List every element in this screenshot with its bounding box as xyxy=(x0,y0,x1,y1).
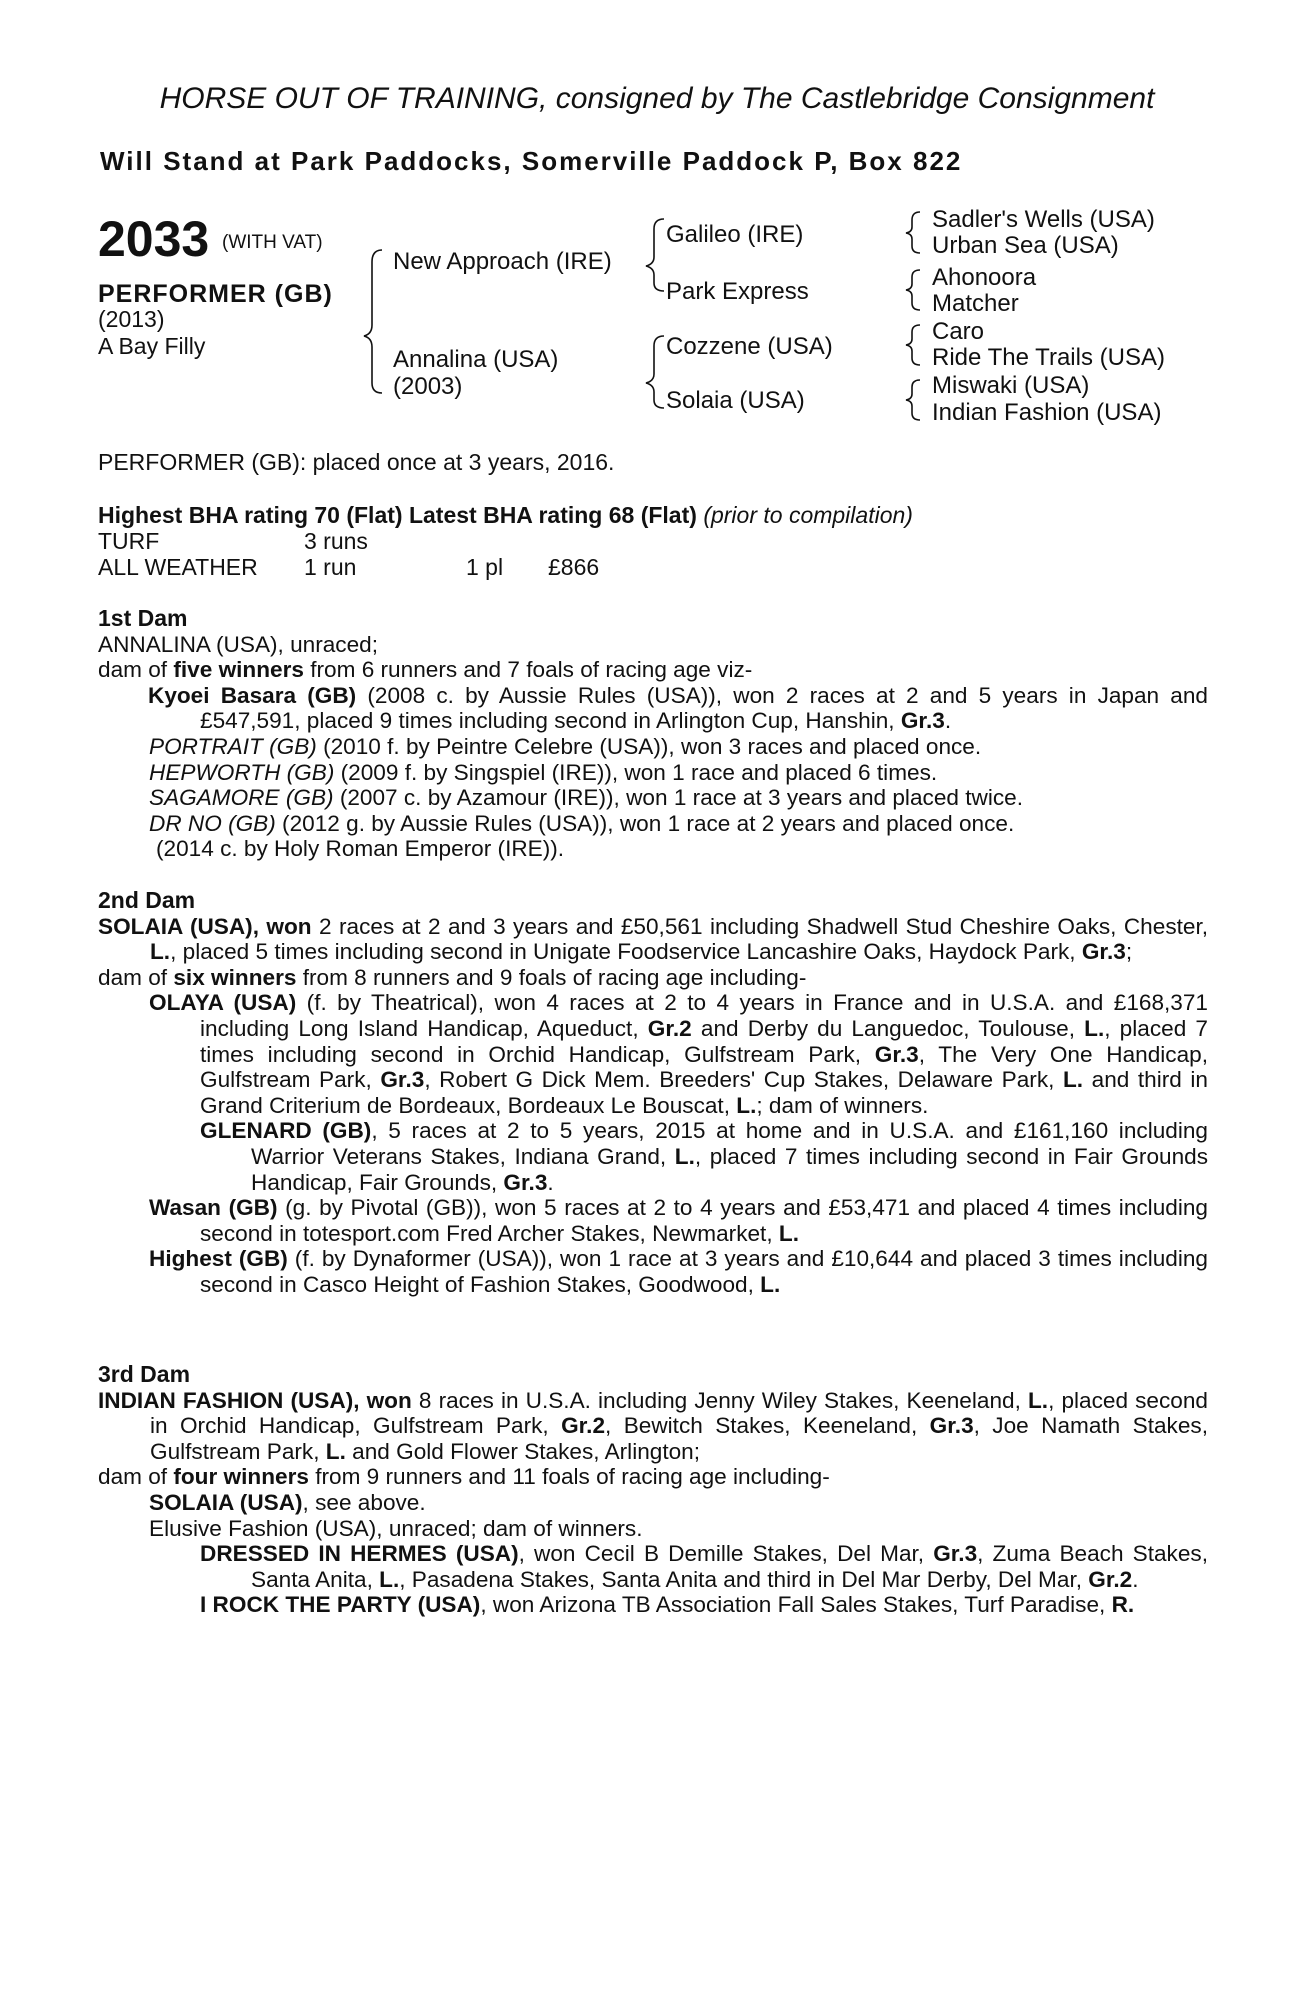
pedigree-g8: Indian Fashion (USA) xyxy=(932,399,1162,426)
pedigree-g1: Sadler's Wells (USA) xyxy=(932,206,1155,233)
turf-label: TURF xyxy=(98,528,160,554)
pedigree-g4: Matcher xyxy=(932,290,1019,317)
second-dam-record: SOLAIA (USA), won 2 races at 2 and 3 years and £50,561 including Shadwell Stud Cheshire Oaks, Chester, L., placed 5 times including second in Unigate Foodservice Lancashire Oaks, Haydock Park, Gr.3; xyxy=(98,913,1209,965)
produce-solaia: SOLAIA (USA), see above. xyxy=(149,1489,426,1515)
pedigree-sire-dam: Park Express xyxy=(666,278,809,305)
rating-line xyxy=(98,502,913,529)
first-dam-produce-list xyxy=(98,734,1208,862)
rating-note: (prior to compilation) xyxy=(703,502,913,528)
first-dam-name: ANNALINA (USA), unraced; xyxy=(98,631,379,657)
bracket-main xyxy=(364,250,382,393)
stand-location: Will Stand at Park Paddocks, Somerville Paddock P, Box 822 xyxy=(100,146,963,176)
bracket-sire xyxy=(646,219,664,291)
pedigree-g5: Caro xyxy=(932,318,985,345)
first-dam-heading: 1st Dam xyxy=(98,605,188,631)
aw-label: ALL WEATHER xyxy=(98,554,258,580)
produce-olaya: OLAYA (USA) (f. by Theatrical), won 4 races at 2 to 4 years in France and in U.S.A. and £168,371 including Long Island Handicap, Aqueduct, Gr.2 and Derby du Languedoc, Toulouse, L., placed 7 times including second in Orchid Handicap, Gulfstream Park, Gr.3, The Very One Handicap, Gulfstream Park, Gr.3, Robert G Dick Mem. Breeders' Cup Stakes, Delaware Park, L. and third in Grand Criterium de Bordeaux, Bordeaux Le Bouscat, L.; dam of winners. xyxy=(149,990,1208,1118)
produce-dr-no-line: DR NO (GB) (2012 g. by Aussie Rules (USA)), won 1 race at 2 years and placed once. xyxy=(149,810,1015,836)
produce-glenard: GLENARD (GB), 5 races at 2 to 5 years, 2015 at home and in U.S.A. and £161,160 including Warrior Veterans Stakes, Indiana Grand, L., placed 7 times including second in Fair Grounds Handicap, Fair Grounds, Gr.3. xyxy=(200,1118,1209,1195)
bracket-g4 xyxy=(906,380,920,420)
third-dam-produce: dam of four winners from 9 runners and 11 foals of racing age including- xyxy=(98,1464,830,1490)
produce-portrait-line: PORTRAIT (GB) (2010 f. by Peintre Celebre (USA)), won 3 races and placed once. xyxy=(149,734,982,759)
vat-note: (WITH VAT) xyxy=(222,232,323,253)
aw-placed: 1 pl xyxy=(466,554,504,580)
produce-highest: Highest (GB) (f. by Dynaformer (USA)), won 1 race at 3 years and £10,644 and placed 3 times including second in Casco Height of Fashion Stakes, Goodwood, L. xyxy=(149,1246,1208,1297)
catalogue-header: HORSE OUT OF TRAINING, consigned by The Castlebridge Consignment xyxy=(159,82,1155,115)
bracket-g1 xyxy=(906,212,920,253)
performance-summary: PERFORMER (GB): placed once at 3 years, 2016. xyxy=(98,449,615,475)
produce-elusive-fashion: Elusive Fashion (USA), unraced; dam of winners. xyxy=(149,1515,643,1541)
pedigree-dam-sire: Cozzene (USA) xyxy=(666,333,833,360)
bracket-dam xyxy=(646,336,664,408)
produce-i-rock-the-party: I ROCK THE PARTY (USA), won Arizona TB Association Fall Sales Stakes, Turf Paradise, R. xyxy=(200,1592,1135,1618)
pedigree-g6: Ride The Trails (USA) xyxy=(932,344,1165,371)
pedigree-g2: Urban Sea (USA) xyxy=(932,232,1119,259)
pedigree-g7: Miswaki (USA) xyxy=(932,372,1090,399)
rating-values: Highest BHA rating 70 (Flat) Latest BHA rating 68 (Flat) xyxy=(98,502,697,528)
aw-runs: 1 run xyxy=(304,554,357,580)
horse-description: A Bay Filly xyxy=(98,333,206,359)
pedigree-g3: Ahonoora xyxy=(932,264,1037,291)
second-dam-produce: dam of six winners from 8 runners and 9 foals of racing age including- xyxy=(98,964,807,990)
horse-name: PERFORMER (GB) xyxy=(98,280,333,308)
produce-hepworth-line: HEPWORTH (GB) (2009 f. by Singspiel (IRE)), won 1 race and placed 6 times. xyxy=(149,759,938,785)
pedigree-sire-sire: Galileo (IRE) xyxy=(666,221,804,248)
lot-number: 2033 xyxy=(98,211,210,267)
produce-wasan: Wasan (GB) (g. by Pivotal (GB)), won 5 races at 2 to 4 years and £53,471 and placed 4 times including second in totesport.com Fred Archer Stakes, Newmarket, L. xyxy=(149,1195,1208,1246)
pedigree-dam: Annalina (USA) xyxy=(393,346,559,373)
second-dam-heading: 2nd Dam xyxy=(98,887,196,913)
bracket-g2 xyxy=(906,270,920,310)
second-dam-section xyxy=(98,888,1208,1298)
aw-prize: £866 xyxy=(548,554,600,580)
pedigree-sire: New Approach (IRE) xyxy=(393,248,612,275)
produce-dressed-in-hermes: DRESSED IN HERMES (USA), won Cecil B Demille Stakes, Del Mar, Gr.3, Zuma Beach Stakes, Santa Anita, L., Pasadena Stakes, Santa Anita and third in Del Mar Derby, Del Mar, Gr.2. xyxy=(200,1541,1208,1592)
produce-sagamore-line: SAGAMORE (GB) (2007 c. by Azamour (IRE)), won 1 race at 3 years and placed twice. xyxy=(149,785,1023,811)
turf-runs: 3 runs xyxy=(304,528,368,554)
produce-2014-colt: (2014 c. by Holy Roman Emperor (IRE)). xyxy=(156,836,565,862)
first-dam-section xyxy=(98,606,1208,734)
third-dam-section xyxy=(98,1362,1208,1618)
pedigree-dam-year: (2003) xyxy=(393,373,463,400)
third-dam-record: INDIAN FASHION (USA), won 8 races in U.S.A. including Jenny Wiley Stakes, Keeneland, L., placed second in Orchid Handicap, Gulfstream Park, Gr.2, Bewitch Stakes, Keeneland, Gr.3, Joe Namath Stakes, Gulfstream Park, L. and Gold Flower Stakes, Arlington; xyxy=(98,1387,1208,1464)
first-dam-produce: dam of five winners from 6 runners and 7 foals of racing age viz- xyxy=(98,657,753,683)
produce-kyoei-basara: Kyoei Basara (GB) (2008 c. by Aussie Rules (USA)), won 2 races at 2 and 5 years in Japan and £547,591, placed 9 times including second in Arlington Cup, Hanshin, Gr.3. xyxy=(148,682,1208,734)
pedigree-dam-dam: Solaia (USA) xyxy=(666,387,805,414)
horse-year: (2013) xyxy=(98,306,165,332)
third-dam-heading: 3rd Dam xyxy=(98,1361,191,1387)
bracket-g3 xyxy=(906,325,920,365)
